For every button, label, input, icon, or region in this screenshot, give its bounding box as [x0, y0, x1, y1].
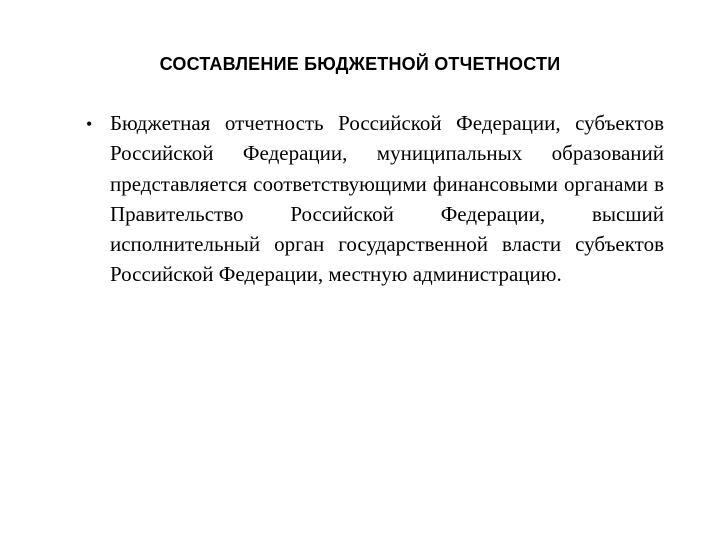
bullet-icon: • — [86, 114, 93, 134]
slide-title: СОСТАВЛЕНИЕ БЮДЖЕТНОЙ ОТЧЕТНОСТИ — [159, 54, 561, 74]
bullet-list — [80, 108, 664, 290]
bullet-item — [80, 108, 664, 290]
bullet-text: Бюджетная отчетность Российской Федерации, субъектов Российской Федерации, муниципальных образований представляется соответствующими финансовыми органами в Правительство Российской Федерации, высший исполнительный орган государственной власти субъектов Российской Федерации, местную администрацию. — [110, 111, 664, 287]
